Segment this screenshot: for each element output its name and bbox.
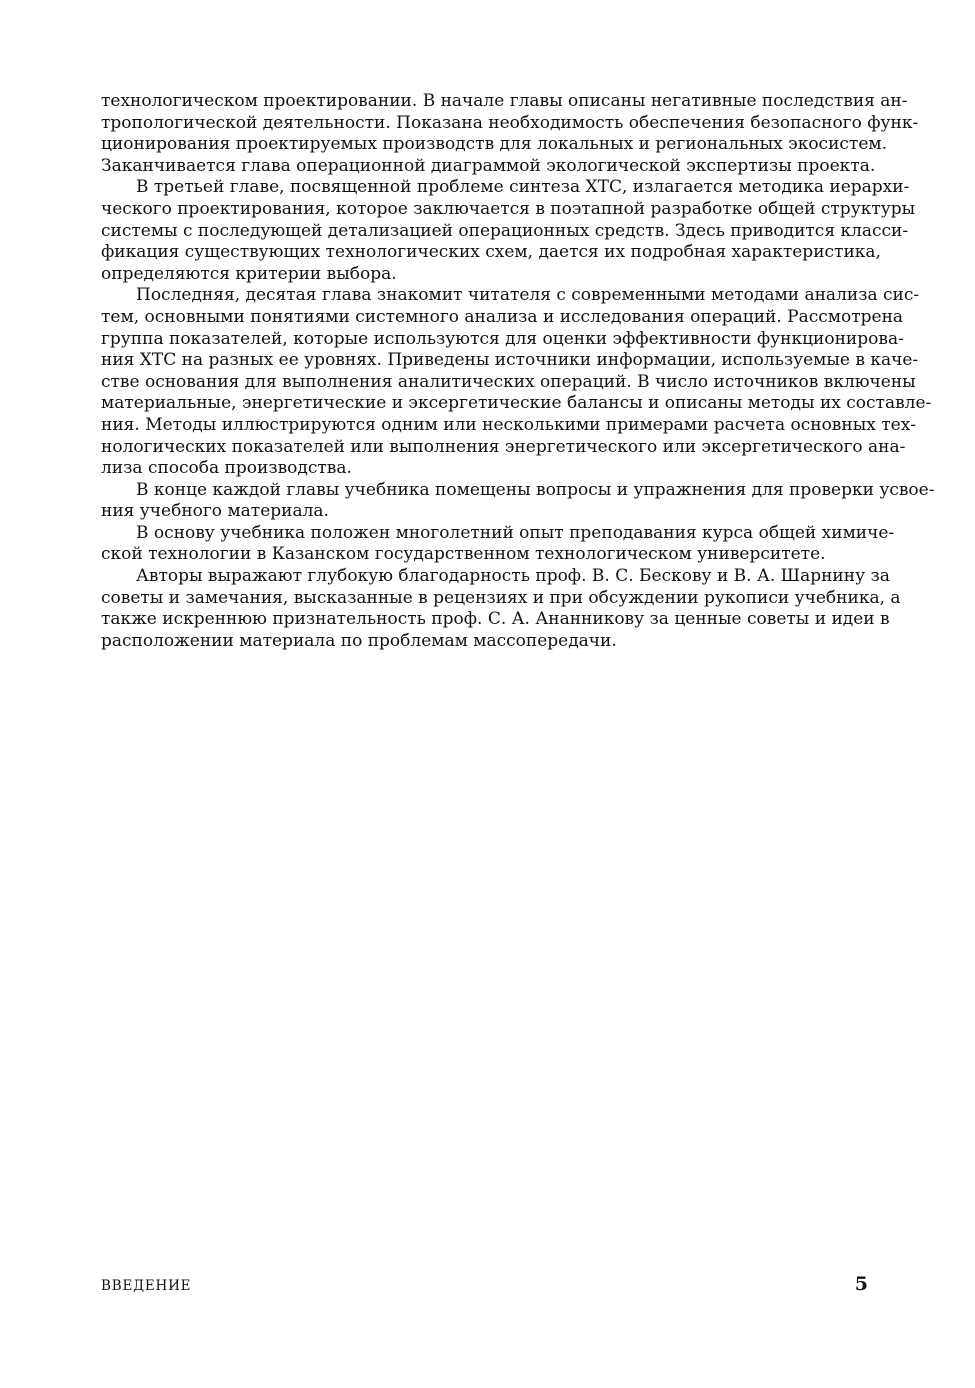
page-number: 5 (854, 1273, 868, 1295)
running-footer-title: ВВЕДЕНИЕ (101, 1278, 192, 1294)
text-line: В конце каждой главы учебника помещены вопросы и упражнения для проверки усвое- (136, 479, 935, 500)
paragraph (101, 177, 916, 285)
page-body (101, 91, 935, 652)
text-line: ния учебного материала. (101, 501, 329, 522)
text-line: ской технологии в Казанском государственном технологическом университете. (101, 544, 826, 565)
text-line: Последняя, десятая глава знакомит читателя с современными методами анализа сис- (136, 285, 920, 306)
text-line: ния ХТС на разных ее уровнях. Приведены источники информации, используемые в каче- (101, 350, 919, 371)
text-line: тем, основными понятиями системного анализа и исследования операций. Рассмотрена (101, 306, 904, 327)
text-line: Заканчивается глава операционной диаграммой экологической экспертизы проекта. (101, 155, 876, 176)
text-line: Авторы выражают глубокую благодарность проф. В. С. Бескову и В. А. Шарнину за (136, 566, 890, 587)
text-line: материальные, энергетические и эксергетические балансы и описаны методы их составле- (101, 393, 932, 414)
text-line: советы и замечания, высказанные в рецензиях и при обсуждении рукописи учебника, а (101, 587, 901, 608)
text-line: стве основания для выполнения аналитических операций. В число источников включены (101, 371, 916, 392)
text-line: лиза способа производства. (101, 458, 352, 479)
paragraph (101, 479, 935, 523)
paragraph (101, 91, 919, 177)
text-line: ния. Методы иллюстрируются одним или несколькими примерами расчета основных тех- (101, 414, 917, 435)
text-line: В основу учебника положен многолетний опыт преподавания курса общей химиче- (136, 522, 895, 543)
paragraph (101, 566, 901, 652)
text-line: также искреннюю признательность проф. С. А. Ананникову за ценные советы и идеи в (101, 609, 890, 630)
text-line: технологическом проектировании. В начале главы описаны негативные последствия ан- (101, 91, 908, 111)
paragraph (101, 522, 895, 566)
text-line: нологических показателей или выполнения энергетического или эксергетического ана- (101, 436, 906, 457)
text-line: В третьей главе, посвященной проблеме синтеза ХТС, излагается методика иерархи- (136, 177, 910, 198)
paragraph (101, 285, 932, 479)
text-line: ческого проектирования, которое заключается в поэтапной разработке общей структуры (101, 198, 916, 219)
text-line: фикация существующих технологических схем, дается их подробная характеристика, (101, 242, 881, 263)
text-line: расположении материала по проблемам массопередачи. (101, 630, 617, 651)
text-line: группа показателей, которые используются для оценки эффективности функционирова- (101, 328, 904, 349)
text-line: определяются критерии выбора. (101, 263, 397, 284)
text-line: ционирования проектируемых производств для локальных и региональных экосистем. (101, 134, 888, 155)
text-line: системы с последующей детализацией операционных средств. Здесь приводится класси- (101, 220, 909, 241)
text-line: тропологической деятельности. Показана необходимость обеспечения безопасного функ- (101, 112, 919, 133)
